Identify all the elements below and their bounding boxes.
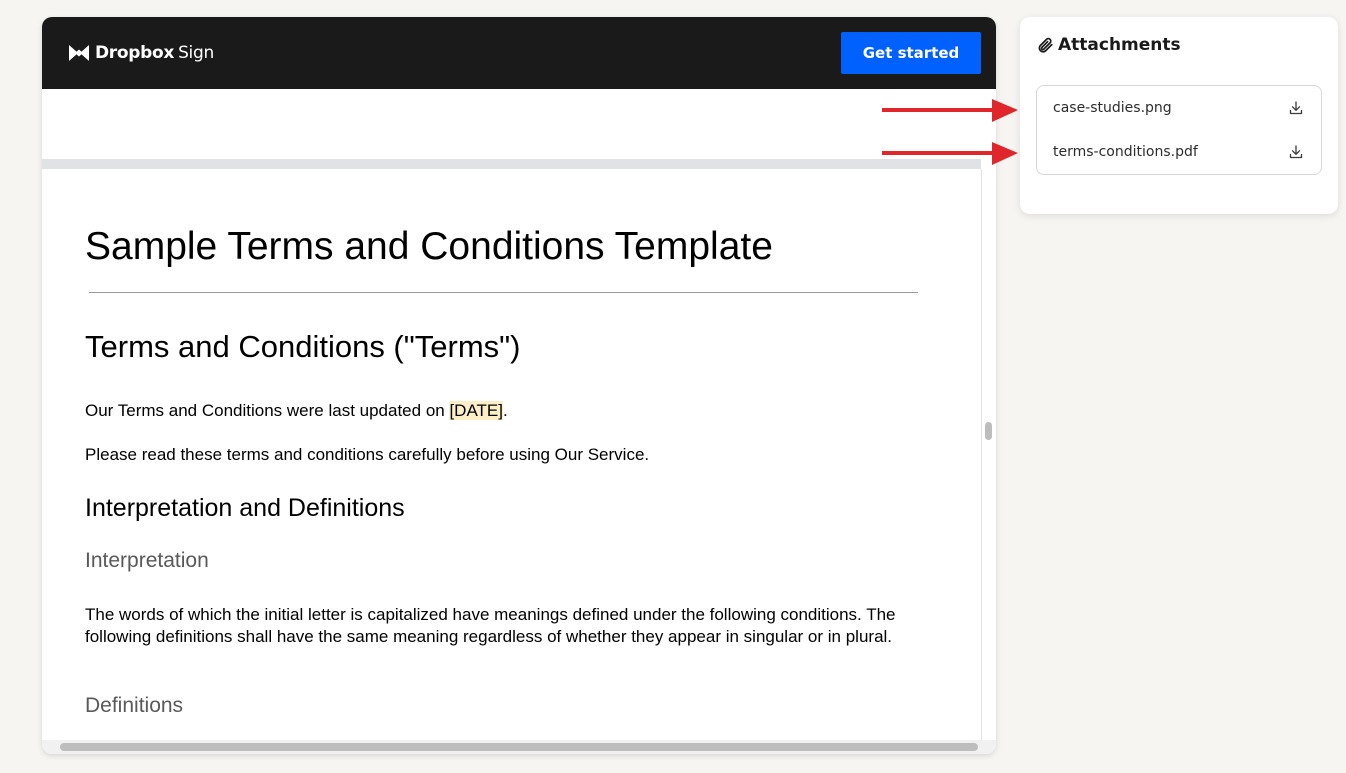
paperclip-icon <box>1036 36 1054 54</box>
read-notice-text: Please read these terms and conditions carefully before using Our Service. <box>85 445 650 464</box>
dropbox-logo-icon <box>69 45 89 61</box>
page-separator <box>42 159 981 169</box>
get-started-button[interactable]: Get started <box>841 32 981 74</box>
interpretation-subheading: Interpretation <box>85 549 209 572</box>
dropbox-sign-logo[interactable] <box>69 41 214 65</box>
attachments-title: Attachments <box>1058 35 1181 55</box>
last-updated-text <box>85 401 508 421</box>
attachment-name[interactable]: case-studies.png <box>1053 100 1172 116</box>
attachment-item[interactable] <box>1037 130 1321 174</box>
top-bar <box>42 17 996 89</box>
brand-name: Dropbox <box>95 43 175 63</box>
attachments-list <box>1036 85 1322 175</box>
arrow-annotation-2 <box>880 141 1020 169</box>
interpretation-paragraph: The words of which the initial letter is capitalized have meanings defined under the following conditions. The following definitions shall have the same meaning regardless of whether they appear in singular or in plural. <box>85 605 896 646</box>
last-updated-prefix: Our Terms and Conditions were last updated on <box>85 401 450 420</box>
title-divider <box>89 292 918 293</box>
download-icon[interactable] <box>1288 144 1304 160</box>
definitions-subheading: Definitions <box>85 694 184 717</box>
download-icon[interactable] <box>1288 100 1304 116</box>
product-name: Sign <box>178 43 214 63</box>
terms-heading: Terms and Conditions ("Terms") <box>85 329 521 364</box>
vertical-scrollbar-thumb[interactable] <box>985 422 992 440</box>
section-heading: Interpretation and Definitions <box>85 494 405 522</box>
last-updated-suffix: . <box>502 401 508 420</box>
attachments-header <box>1036 35 1181 55</box>
attachments-panel <box>1020 17 1338 214</box>
date-placeholder: [DATE] <box>449 401 503 420</box>
document-page <box>42 169 982 740</box>
horizontal-scrollbar-thumb[interactable] <box>60 743 978 751</box>
document-title: Sample Terms and Conditions Template <box>85 225 773 268</box>
attachment-item[interactable] <box>1037 86 1321 130</box>
attachment-name[interactable]: terms-conditions.pdf <box>1053 144 1198 160</box>
arrow-annotation-1 <box>880 97 1020 125</box>
previous-page-area <box>42 89 981 159</box>
document-viewer <box>42 17 996 754</box>
